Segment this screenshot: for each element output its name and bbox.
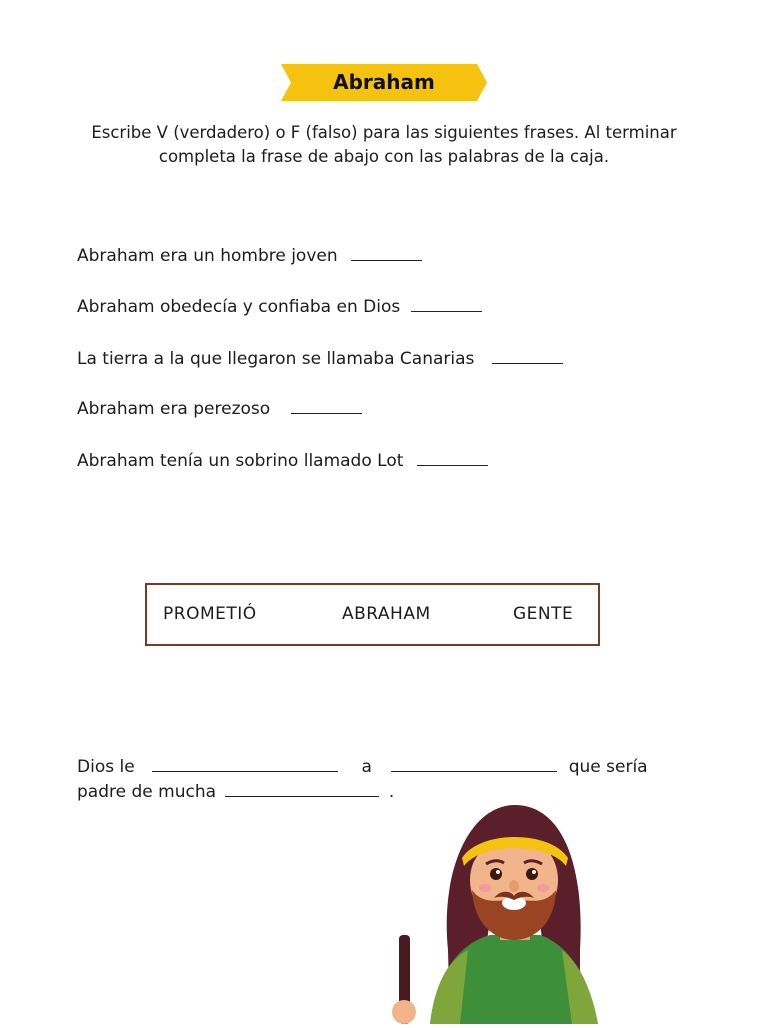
statement-text: Abraham obedecía y confiaba en Dios bbox=[77, 297, 401, 317]
fill-sentence-line-1 bbox=[77, 755, 648, 779]
statement-2 bbox=[77, 295, 482, 319]
title-banner bbox=[281, 64, 487, 101]
answer-blank-5[interactable] bbox=[417, 449, 488, 466]
answer-blank-3[interactable] bbox=[492, 347, 563, 364]
word-box bbox=[145, 583, 600, 646]
statement-text: La tierra a la que llegaron se llamaba Canarias bbox=[77, 349, 475, 369]
statement-text: Abraham era perezoso bbox=[77, 399, 271, 419]
fill-text-3: que sería bbox=[568, 757, 648, 777]
statement-1 bbox=[77, 244, 422, 268]
fill-blank-2[interactable] bbox=[391, 755, 557, 772]
fill-blank-3[interactable] bbox=[225, 780, 379, 797]
fill-text-5: . bbox=[388, 782, 395, 802]
statement-3 bbox=[77, 347, 563, 371]
fill-text-2: a bbox=[361, 757, 372, 777]
statement-text: Abraham era un hombre joven bbox=[77, 246, 338, 266]
word-abraham: ABRAHAM bbox=[342, 604, 431, 624]
fill-blank-1[interactable] bbox=[152, 755, 338, 772]
word-prometio: PROMETIÓ bbox=[163, 604, 257, 624]
page-title: Abraham bbox=[333, 70, 435, 94]
answer-blank-4[interactable] bbox=[291, 397, 362, 414]
answer-blank-2[interactable] bbox=[411, 295, 482, 312]
fill-text-4: padre de mucha bbox=[77, 782, 217, 802]
statement-5 bbox=[77, 449, 488, 473]
abraham-illustration bbox=[390, 800, 610, 1024]
statement-text: Abraham tenía un sobrino llamado Lot bbox=[77, 451, 404, 471]
fill-sentence-line-2 bbox=[77, 780, 394, 804]
statement-4 bbox=[77, 397, 362, 421]
instructions-text: Escribe V (verdadero) o F (falso) para las siguientes frases. Al terminar completa la frase de abajo con las palabras de la caja. bbox=[91, 123, 677, 166]
fill-text-1: Dios le bbox=[77, 757, 135, 777]
answer-blank-1[interactable] bbox=[351, 244, 422, 261]
word-gente: GENTE bbox=[513, 604, 574, 624]
